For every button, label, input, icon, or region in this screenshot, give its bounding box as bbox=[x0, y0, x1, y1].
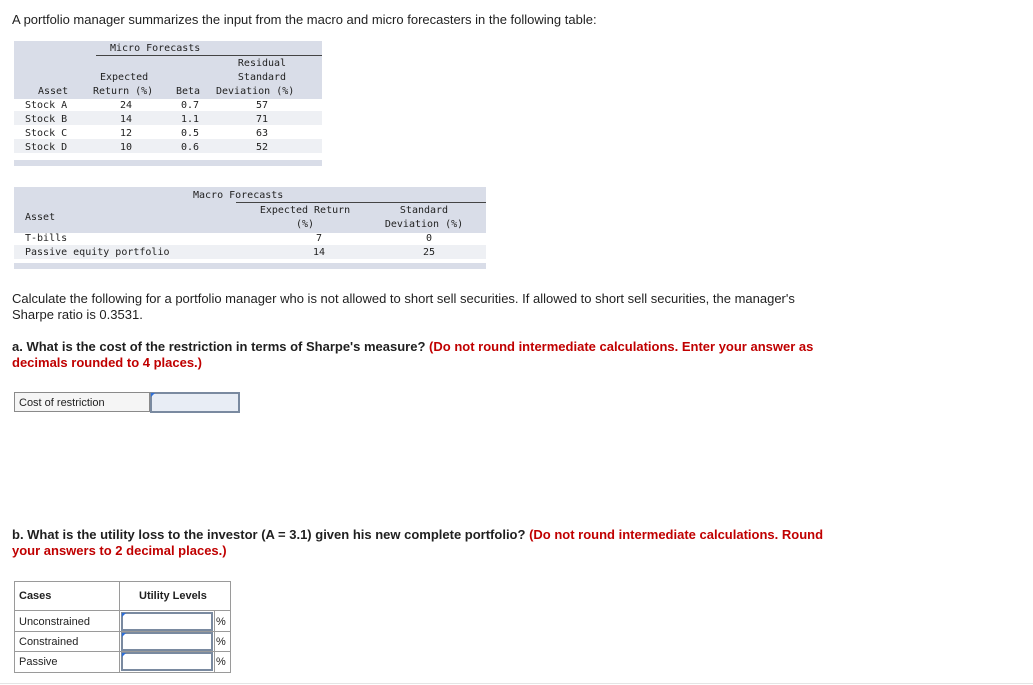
intro-text: A portfolio manager summarizes the input from the macro and micro forecasters in the following table: bbox=[12, 12, 597, 27]
micro-asset-cell: Stock A bbox=[25, 100, 68, 111]
macro-title: Macro Forecasts bbox=[193, 190, 284, 201]
macro-header-rule bbox=[236, 202, 486, 203]
input-marker-icon bbox=[151, 393, 155, 397]
cost-restriction-label: Cost of restriction bbox=[14, 392, 150, 412]
micro-header-resid-1: Residual bbox=[237, 58, 287, 69]
macro-header-sd-1: Standard bbox=[399, 205, 449, 216]
percent-unit: % bbox=[216, 616, 226, 628]
input-marker-icon bbox=[122, 653, 126, 657]
macro-sd-cell: 0 bbox=[425, 233, 433, 244]
macro-asset-cell: T-bills bbox=[25, 233, 68, 244]
micro-return-cell: 14 bbox=[119, 114, 133, 125]
micro-title: Micro Forecasts bbox=[110, 43, 201, 54]
input-marker-icon bbox=[122, 633, 126, 637]
utility-header-cases: Cases bbox=[19, 590, 52, 602]
utility-levels-table bbox=[14, 581, 231, 673]
macro-forecasts-table bbox=[14, 187, 486, 269]
part-b-instruction: (Do not round intermediate calculations. Round your answers to 2 decimal places.) bbox=[12, 527, 824, 558]
macro-footer-band bbox=[14, 263, 486, 269]
micro-sd-cell: 57 bbox=[255, 100, 269, 111]
part-a-instruction: (Do not round intermediate calculations. Enter your answer as decimals rounded to 4 places.) bbox=[12, 339, 814, 370]
part-b-question-block bbox=[12, 527, 842, 559]
micro-sd-cell: 71 bbox=[255, 114, 269, 125]
micro-header-rule bbox=[96, 55, 322, 56]
micro-header-resid-2: Standard bbox=[237, 72, 287, 83]
micro-beta-cell: 0.7 bbox=[180, 100, 200, 111]
micro-beta-cell: 0.6 bbox=[180, 142, 200, 153]
cost-restriction-input[interactable] bbox=[150, 392, 240, 413]
macro-header-return-2: (%) bbox=[295, 219, 315, 230]
percent-unit: % bbox=[216, 656, 226, 668]
macro-header-asset: Asset bbox=[25, 212, 56, 223]
micro-asset-cell: Stock B bbox=[25, 114, 68, 125]
macro-return-cell: 7 bbox=[315, 233, 323, 244]
part-a-question-block bbox=[12, 339, 842, 371]
macro-sd-cell: 25 bbox=[422, 247, 436, 258]
micro-header-return-2: Return (%) bbox=[93, 86, 154, 97]
utility-col-divider bbox=[119, 582, 120, 672]
utility-unconstrained-input[interactable] bbox=[121, 612, 213, 631]
macro-header-sd-2: Deviation (%) bbox=[384, 219, 464, 230]
micro-header-resid-3: Deviation (%) bbox=[216, 86, 295, 97]
micro-beta-cell: 1.1 bbox=[180, 114, 200, 125]
micro-sd-cell: 63 bbox=[255, 128, 269, 139]
utility-row-label: Unconstrained bbox=[19, 616, 90, 628]
micro-footer-band bbox=[14, 160, 322, 166]
utility-passive-input[interactable] bbox=[121, 652, 213, 671]
utility-constrained-input[interactable] bbox=[121, 632, 213, 651]
micro-asset-cell: Stock C bbox=[25, 128, 68, 139]
micro-header-beta: Beta bbox=[176, 86, 201, 97]
input-marker-icon bbox=[122, 613, 126, 617]
utility-row-label: Passive bbox=[19, 656, 58, 668]
utility-col-divider bbox=[214, 610, 215, 672]
micro-header-return-1: Expected bbox=[100, 72, 149, 83]
micro-return-cell: 24 bbox=[119, 100, 133, 111]
calc-instructions: Calculate the following for a portfolio manager who is not allowed to short sell securities. If allowed to short sell securities, the manager's Sharpe ratio is 0.3531. bbox=[12, 291, 795, 322]
part-a-question: a. What is the cost of the restriction in terms of Sharpe's measure? bbox=[12, 339, 426, 354]
utility-row-divider bbox=[15, 610, 230, 611]
page-bottom-divider bbox=[0, 683, 1033, 684]
utility-row-label: Constrained bbox=[19, 636, 79, 648]
micro-return-cell: 10 bbox=[119, 142, 133, 153]
macro-return-cell: 14 bbox=[312, 247, 326, 258]
macro-header-return-1: Expected Return bbox=[259, 205, 351, 216]
micro-sd-cell: 52 bbox=[255, 142, 269, 153]
part-b-question: b. What is the utility loss to the investor (A = 3.1) given his new complete portfolio? bbox=[12, 527, 526, 542]
micro-asset-cell: Stock D bbox=[25, 142, 68, 153]
micro-header-asset: Asset bbox=[38, 86, 69, 97]
micro-return-cell: 12 bbox=[119, 128, 133, 139]
micro-forecasts-table bbox=[14, 41, 322, 166]
percent-unit: % bbox=[216, 636, 226, 648]
micro-beta-cell: 0.5 bbox=[180, 128, 200, 139]
macro-asset-cell: Passive equity portfolio bbox=[25, 247, 170, 258]
utility-header-levels: Utility Levels bbox=[139, 590, 207, 602]
